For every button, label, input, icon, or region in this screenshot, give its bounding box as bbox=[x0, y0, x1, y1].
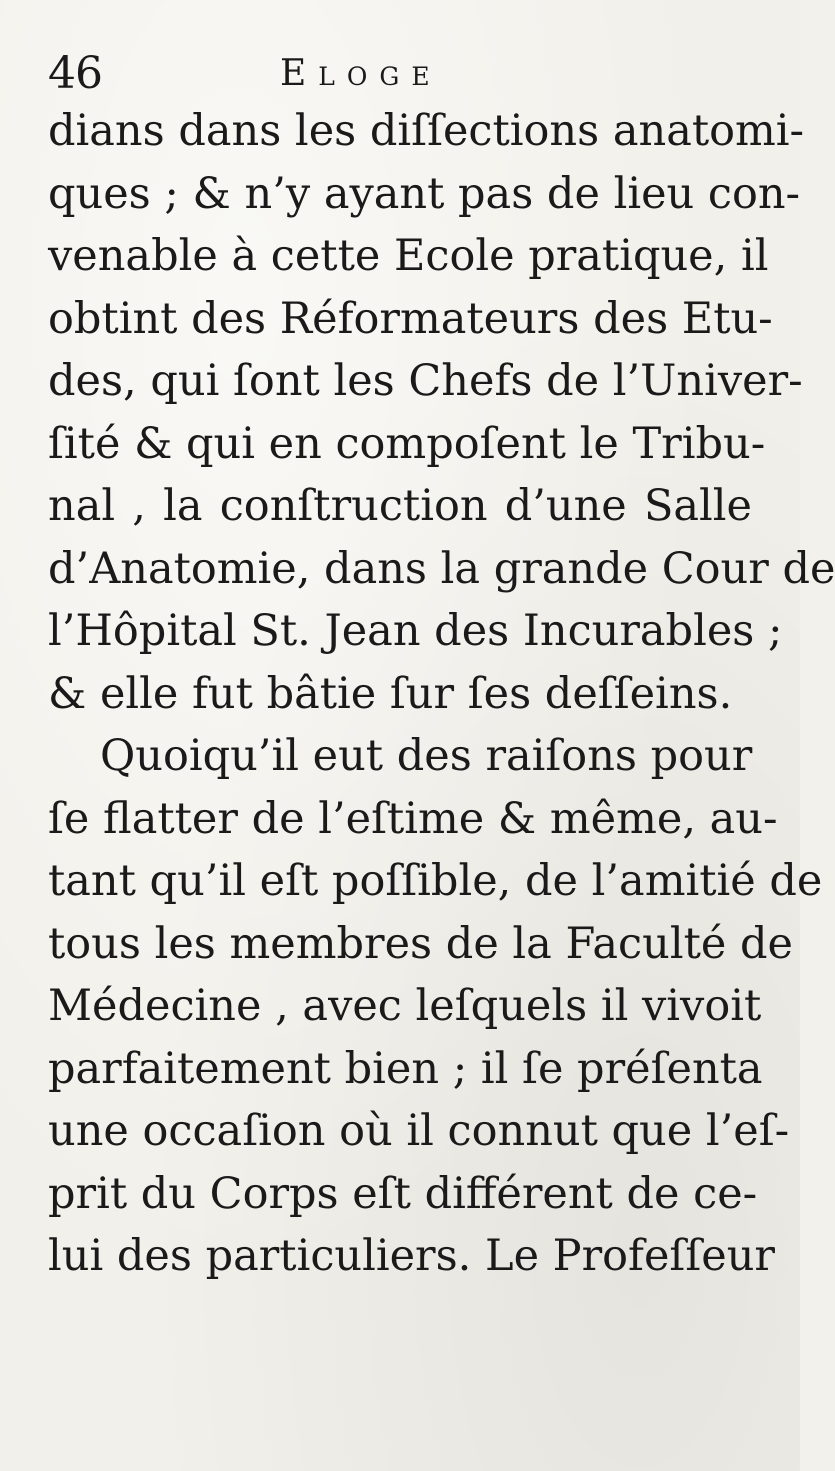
page-header bbox=[48, 44, 748, 104]
running-title: Eloge bbox=[280, 53, 442, 94]
text-line: des, qui ſont les Chefs de l’Univer- bbox=[48, 356, 803, 406]
text-line: ſe flatter de l’eſtime & même, au- bbox=[48, 793, 778, 844]
text-line: tous les membres de la Faculté de bbox=[48, 918, 793, 969]
text-line: venable à cette Ecole pratique, il bbox=[48, 231, 769, 281]
body-text bbox=[48, 100, 835, 1288]
text-line: ques ; & n’y ayant pas de lieu con- bbox=[48, 168, 801, 219]
text-line: une occaſion où il connut que l’eſ- bbox=[48, 1106, 790, 1156]
text-line: lui des particuliers. Le Profeſſeur bbox=[48, 1231, 775, 1281]
text-line: d’Anatomie, dans la grande Cour de bbox=[48, 543, 835, 594]
text-line: l’Hôpital St. Jean des Incurables ; bbox=[48, 606, 783, 656]
text-line: Médecine , avec leſquels il vivoit bbox=[48, 981, 762, 1031]
text-line: obtint des Réformateurs des Etu- bbox=[48, 293, 773, 344]
paragraph-start-line: Quoiqu’il eut des raiſons pour bbox=[100, 731, 753, 781]
text-line: prit du Corps eſt différent de ce- bbox=[48, 1168, 758, 1219]
text-line: dians dans les diſſections anatomi- bbox=[48, 106, 805, 156]
text-line: ſité & qui en compoſent le Tribu- bbox=[48, 418, 766, 469]
text-line: parfaitement bien ; il ſe préſenta bbox=[48, 1043, 763, 1094]
text-line: & elle fut bâtie ſur ſes deſſeins. bbox=[48, 668, 733, 719]
text-line: nal , la conſtruction d’une Salle bbox=[48, 481, 752, 531]
page-number: 46 bbox=[48, 48, 102, 99]
text-line: tant qu’il eſt poſſible, de l’amitié de bbox=[48, 856, 823, 906]
